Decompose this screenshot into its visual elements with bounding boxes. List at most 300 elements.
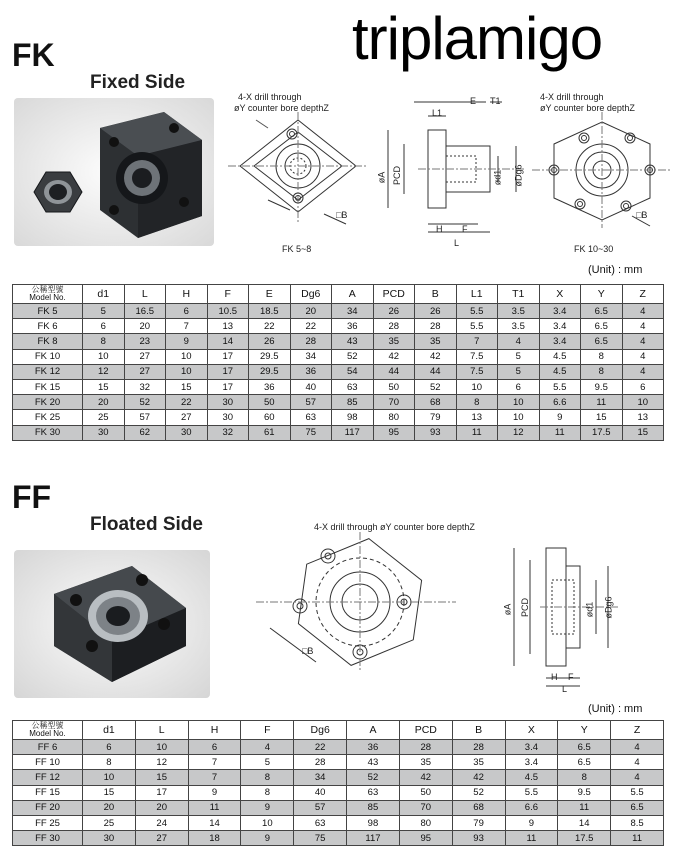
table-row bbox=[13, 410, 664, 425]
ff-dim-h: H bbox=[551, 672, 558, 682]
table-cell: 34 bbox=[294, 770, 347, 785]
table-cell: 12 bbox=[498, 425, 540, 440]
model-cell: FK 15 bbox=[13, 379, 83, 394]
table-cell: 15 bbox=[166, 379, 208, 394]
fk-left-note-line2: øY counter bore depthZ bbox=[234, 103, 329, 113]
table-cell: 7 bbox=[188, 770, 241, 785]
model-cell: FK 25 bbox=[13, 410, 83, 425]
table-cell: 23 bbox=[124, 334, 166, 349]
fk-header-a: A bbox=[332, 285, 374, 304]
table-row bbox=[13, 349, 664, 364]
table-cell: 79 bbox=[415, 410, 457, 425]
table-cell: 17.5 bbox=[558, 831, 611, 846]
ff-header-h: H bbox=[188, 721, 241, 740]
table-cell: 117 bbox=[347, 831, 400, 846]
table-cell: 4 bbox=[622, 349, 664, 364]
table-cell: 3.4 bbox=[505, 755, 558, 770]
table-cell: 63 bbox=[294, 815, 347, 830]
table-cell: 5 bbox=[83, 304, 125, 319]
table-row bbox=[13, 800, 664, 815]
table-cell: 20 bbox=[83, 395, 125, 410]
table-cell: 14 bbox=[207, 334, 249, 349]
table-cell: 10.5 bbox=[207, 304, 249, 319]
table-row bbox=[13, 395, 664, 410]
table-cell: 42 bbox=[373, 349, 415, 364]
table-cell: 11 bbox=[505, 831, 558, 846]
fk-dim-h: H bbox=[436, 224, 443, 234]
table-cell: 28 bbox=[373, 319, 415, 334]
ff-section-code: FF bbox=[12, 479, 52, 515]
fk-header-y: Y bbox=[581, 285, 623, 304]
table-cell: 5 bbox=[498, 364, 540, 379]
table-cell: 6.6 bbox=[539, 395, 581, 410]
table-cell: 9 bbox=[166, 334, 208, 349]
table-cell: 63 bbox=[290, 410, 332, 425]
table-cell: 20 bbox=[290, 304, 332, 319]
table-cell: 11 bbox=[611, 831, 664, 846]
ff-model-header-cn: 公稱型號 bbox=[31, 720, 64, 730]
table-cell: 3.4 bbox=[539, 304, 581, 319]
table-cell: 44 bbox=[373, 364, 415, 379]
fk-product-photo bbox=[14, 98, 214, 246]
fk-left-caption: FK 5~8 bbox=[282, 244, 312, 254]
table-cell: 3.4 bbox=[505, 740, 558, 755]
table-cell: 8 bbox=[241, 770, 294, 785]
table-cell: 8 bbox=[83, 334, 125, 349]
table-cell: 30 bbox=[207, 395, 249, 410]
table-cell: 5.5 bbox=[539, 379, 581, 394]
fk-dim-phi-dg6: øDg6 bbox=[513, 164, 524, 187]
model-cell: FF 20 bbox=[13, 800, 83, 815]
table-cell: 11 bbox=[558, 800, 611, 815]
ff-dim-f: F bbox=[568, 672, 574, 682]
ff-header-b: B bbox=[452, 721, 505, 740]
table-cell: 11 bbox=[188, 800, 241, 815]
table-cell: 50 bbox=[249, 395, 291, 410]
table-cell: 36 bbox=[249, 379, 291, 394]
model-cell: FF 6 bbox=[13, 740, 83, 755]
table-cell: 5.5 bbox=[456, 319, 498, 334]
table-cell: 44 bbox=[415, 364, 457, 379]
table-cell: 75 bbox=[294, 831, 347, 846]
fk-header-b: B bbox=[415, 285, 457, 304]
fk-dim-e: E bbox=[470, 96, 477, 106]
table-cell: 27 bbox=[124, 364, 166, 379]
fk-right-note-line2: øY counter bore depthZ bbox=[540, 103, 635, 113]
table-cell: 52 bbox=[452, 785, 505, 800]
table-cell: 85 bbox=[332, 395, 374, 410]
table-cell: 27 bbox=[135, 831, 188, 846]
table-cell: 117 bbox=[332, 425, 374, 440]
table-cell: 5.5 bbox=[505, 785, 558, 800]
table-cell: 40 bbox=[294, 785, 347, 800]
table-cell: 42 bbox=[415, 349, 457, 364]
fk-header-x: X bbox=[539, 285, 581, 304]
table-cell: 10 bbox=[166, 364, 208, 379]
table-cell: 17 bbox=[207, 364, 249, 379]
table-cell: 9 bbox=[188, 785, 241, 800]
table-cell: 9 bbox=[505, 815, 558, 830]
table-row bbox=[13, 755, 664, 770]
table-cell: 3.4 bbox=[539, 319, 581, 334]
table-cell: 20 bbox=[124, 319, 166, 334]
table-cell: 17 bbox=[207, 349, 249, 364]
model-cell: FF 10 bbox=[13, 755, 83, 770]
table-cell: 8 bbox=[456, 395, 498, 410]
ff-header-a: A bbox=[347, 721, 400, 740]
ff-dim-phi-dg6: øDg6 bbox=[603, 596, 614, 619]
table-cell: 4 bbox=[622, 319, 664, 334]
table-cell: 9.5 bbox=[558, 785, 611, 800]
table-row bbox=[13, 379, 664, 394]
table-cell: 6 bbox=[622, 379, 664, 394]
table-cell: 30 bbox=[207, 410, 249, 425]
ff-section-title: Floated Side bbox=[90, 514, 203, 535]
table-cell: 11 bbox=[539, 425, 581, 440]
table-cell: 26 bbox=[249, 334, 291, 349]
table-cell: 60 bbox=[249, 410, 291, 425]
table-cell: 6 bbox=[498, 379, 540, 394]
table-cell: 62 bbox=[124, 425, 166, 440]
table-cell: 25 bbox=[83, 815, 136, 830]
table-row bbox=[13, 425, 664, 440]
table-cell: 35 bbox=[415, 334, 457, 349]
fk-header-pcd: PCD bbox=[373, 285, 415, 304]
table-cell: 22 bbox=[294, 740, 347, 755]
table-cell: 20 bbox=[83, 800, 136, 815]
fk-spec-table bbox=[12, 284, 664, 441]
table-cell: 18 bbox=[188, 831, 241, 846]
ff-note: 4-X drill through øY counter bore depthZ bbox=[314, 522, 475, 532]
table-cell: 12 bbox=[135, 755, 188, 770]
table-cell: 10 bbox=[241, 815, 294, 830]
table-cell: 10 bbox=[498, 395, 540, 410]
ff-header-l: L bbox=[135, 721, 188, 740]
table-cell: 11 bbox=[456, 425, 498, 440]
table-cell: 17 bbox=[207, 379, 249, 394]
table-cell: 4 bbox=[241, 740, 294, 755]
table-cell: 28 bbox=[290, 334, 332, 349]
ff-model-header-en: Model No. bbox=[29, 729, 66, 738]
table-cell: 7 bbox=[456, 334, 498, 349]
table-cell: 52 bbox=[415, 379, 457, 394]
table-cell: 52 bbox=[347, 770, 400, 785]
model-cell: FK 6 bbox=[13, 319, 83, 334]
table-cell: 32 bbox=[207, 425, 249, 440]
table-cell: 15 bbox=[622, 425, 664, 440]
table-cell: 4 bbox=[611, 755, 664, 770]
table-cell: 10 bbox=[498, 410, 540, 425]
table-cell: 3.5 bbox=[498, 319, 540, 334]
table-cell: 14 bbox=[558, 815, 611, 830]
table-cell: 8 bbox=[581, 364, 623, 379]
table-cell: 52 bbox=[124, 395, 166, 410]
table-cell: 3.4 bbox=[539, 334, 581, 349]
table-cell: 8 bbox=[241, 785, 294, 800]
table-cell: 13 bbox=[622, 410, 664, 425]
table-cell: 4 bbox=[622, 364, 664, 379]
ff-header-y: Y bbox=[558, 721, 611, 740]
fk-section-title: Fixed Side bbox=[90, 72, 186, 93]
table-cell: 15 bbox=[135, 770, 188, 785]
fk-left-dim-b: □B bbox=[336, 210, 348, 220]
table-cell: 68 bbox=[452, 800, 505, 815]
fk-dim-pcd: PCD bbox=[392, 165, 403, 186]
table-cell: 57 bbox=[124, 410, 166, 425]
table-row bbox=[13, 364, 664, 379]
table-cell: 28 bbox=[415, 319, 457, 334]
ff-model-header bbox=[13, 721, 83, 740]
table-cell: 9 bbox=[241, 800, 294, 815]
fk-model-header bbox=[13, 285, 83, 304]
table-cell: 34 bbox=[290, 349, 332, 364]
table-cell: 70 bbox=[399, 800, 452, 815]
model-cell: FF 25 bbox=[13, 815, 83, 830]
table-cell: 98 bbox=[332, 410, 374, 425]
table-cell: 26 bbox=[373, 304, 415, 319]
table-cell: 42 bbox=[399, 770, 452, 785]
table-cell: 25 bbox=[83, 410, 125, 425]
model-cell: FK 20 bbox=[13, 395, 83, 410]
table-cell: 24 bbox=[135, 815, 188, 830]
table-cell: 6.5 bbox=[581, 334, 623, 349]
table-cell: 42 bbox=[452, 770, 505, 785]
table-cell: 63 bbox=[332, 379, 374, 394]
model-cell: FK 30 bbox=[13, 425, 83, 440]
table-cell: 98 bbox=[347, 815, 400, 830]
table-cell: 35 bbox=[399, 755, 452, 770]
table-cell: 8 bbox=[581, 349, 623, 364]
table-cell: 29.5 bbox=[249, 364, 291, 379]
table-cell: 6.5 bbox=[581, 319, 623, 334]
table-row bbox=[13, 815, 664, 830]
fk-header-l1: L1 bbox=[456, 285, 498, 304]
table-cell: 40 bbox=[290, 379, 332, 394]
table-cell: 26 bbox=[415, 304, 457, 319]
table-cell: 16.5 bbox=[124, 304, 166, 319]
fk-header-z: Z bbox=[622, 285, 664, 304]
table-row bbox=[13, 770, 664, 785]
table-cell: 13 bbox=[456, 410, 498, 425]
fk-header-e: E bbox=[249, 285, 291, 304]
table-cell: 63 bbox=[347, 785, 400, 800]
table-row bbox=[13, 304, 664, 319]
table-cell: 43 bbox=[347, 755, 400, 770]
ff-dim-phi-d1: ød1 bbox=[584, 601, 595, 618]
table-cell: 79 bbox=[452, 815, 505, 830]
table-cell: 85 bbox=[347, 800, 400, 815]
table-cell: 70 bbox=[373, 395, 415, 410]
fk-dim-l1: L1 bbox=[432, 108, 443, 118]
table-cell: 4.5 bbox=[539, 349, 581, 364]
table-cell: 80 bbox=[399, 815, 452, 830]
table-cell: 4 bbox=[611, 740, 664, 755]
ff-dim-b: □B bbox=[302, 646, 314, 656]
table-cell: 4.5 bbox=[505, 770, 558, 785]
model-cell: FK 8 bbox=[13, 334, 83, 349]
table-cell: 5.5 bbox=[611, 785, 664, 800]
table-row bbox=[13, 334, 664, 349]
table-cell: 5.5 bbox=[456, 304, 498, 319]
table-cell: 17 bbox=[135, 785, 188, 800]
table-cell: 6.5 bbox=[558, 740, 611, 755]
table-cell: 6.5 bbox=[611, 800, 664, 815]
table-cell: 7.5 bbox=[456, 349, 498, 364]
table-cell: 6 bbox=[166, 304, 208, 319]
table-cell: 18.5 bbox=[249, 304, 291, 319]
table-cell: 5 bbox=[241, 755, 294, 770]
table-cell: 28 bbox=[452, 740, 505, 755]
brand-watermark: triplamigo bbox=[352, 5, 603, 72]
table-cell: 14 bbox=[188, 815, 241, 830]
table-cell: 50 bbox=[399, 785, 452, 800]
table-cell: 8 bbox=[83, 755, 136, 770]
table-cell: 11 bbox=[581, 395, 623, 410]
table-cell: 32 bbox=[124, 379, 166, 394]
table-cell: 5 bbox=[498, 349, 540, 364]
table-cell: 95 bbox=[399, 831, 452, 846]
table-cell: 9 bbox=[241, 831, 294, 846]
model-cell: FK 10 bbox=[13, 349, 83, 364]
table-cell: 15 bbox=[581, 410, 623, 425]
table-cell: 15 bbox=[83, 785, 136, 800]
ff-header-f: F bbox=[241, 721, 294, 740]
fk-right-note-line1: 4-X drill through bbox=[540, 92, 604, 102]
table-row bbox=[13, 785, 664, 800]
table-cell: 22 bbox=[249, 319, 291, 334]
ff-dim-pcd: PCD bbox=[520, 597, 531, 618]
table-cell: 57 bbox=[294, 800, 347, 815]
fk-header-l: L bbox=[124, 285, 166, 304]
ff-header-d1: d1 bbox=[83, 721, 136, 740]
fk-header-d1: d1 bbox=[83, 285, 125, 304]
model-cell: FF 15 bbox=[13, 785, 83, 800]
fk-model-header-en: Model No. bbox=[29, 293, 66, 302]
table-cell: 4 bbox=[622, 304, 664, 319]
fk-header-dg6: Dg6 bbox=[290, 285, 332, 304]
table-cell: 52 bbox=[332, 349, 374, 364]
table-cell: 22 bbox=[166, 395, 208, 410]
table-cell: 54 bbox=[332, 364, 374, 379]
table-cell: 12 bbox=[83, 364, 125, 379]
table-cell: 93 bbox=[452, 831, 505, 846]
fk-left-note-line1: 4-X drill through bbox=[238, 92, 302, 102]
table-cell: 95 bbox=[373, 425, 415, 440]
ff-table-header-row bbox=[13, 721, 664, 740]
table-cell: 35 bbox=[452, 755, 505, 770]
table-cell: 10 bbox=[135, 740, 188, 755]
fk-drawing-fk10-30 bbox=[532, 112, 672, 240]
table-cell: 3.5 bbox=[498, 304, 540, 319]
fk-right-dim-b: □B bbox=[636, 210, 648, 220]
table-cell: 7.5 bbox=[456, 364, 498, 379]
table-cell: 8 bbox=[558, 770, 611, 785]
table-cell: 10 bbox=[83, 349, 125, 364]
model-cell: FF 12 bbox=[13, 770, 83, 785]
table-row bbox=[13, 831, 664, 846]
ff-dim-phi-a: øA bbox=[502, 603, 513, 616]
model-cell: FF 30 bbox=[13, 831, 83, 846]
fk-section-code: FK bbox=[12, 37, 55, 73]
table-cell: 10 bbox=[622, 395, 664, 410]
fk-dim-l: L bbox=[454, 238, 460, 248]
table-cell: 9.5 bbox=[581, 379, 623, 394]
table-cell: 50 bbox=[373, 379, 415, 394]
ff-header-pcd: PCD bbox=[399, 721, 452, 740]
table-cell: 61 bbox=[249, 425, 291, 440]
table-cell: 75 bbox=[290, 425, 332, 440]
table-cell: 7 bbox=[188, 755, 241, 770]
fk-dim-f: F bbox=[462, 224, 468, 234]
table-cell: 10 bbox=[166, 349, 208, 364]
table-cell: 28 bbox=[399, 740, 452, 755]
table-cell: 30 bbox=[83, 831, 136, 846]
table-row bbox=[13, 740, 664, 755]
table-cell: 6.5 bbox=[558, 755, 611, 770]
table-cell: 7 bbox=[166, 319, 208, 334]
table-cell: 6 bbox=[83, 740, 136, 755]
table-cell: 4.5 bbox=[539, 364, 581, 379]
fk-header-h: H bbox=[166, 285, 208, 304]
fk-unit-label: (Unit) : mm bbox=[588, 264, 643, 276]
table-cell: 10 bbox=[456, 379, 498, 394]
table-cell: 35 bbox=[373, 334, 415, 349]
table-cell: 30 bbox=[83, 425, 125, 440]
table-cell: 20 bbox=[135, 800, 188, 815]
table-cell: 4 bbox=[498, 334, 540, 349]
table-cell: 9 bbox=[539, 410, 581, 425]
table-cell: 68 bbox=[415, 395, 457, 410]
table-cell: 28 bbox=[294, 755, 347, 770]
ff-dim-l: L bbox=[562, 684, 568, 694]
ff-unit-label: (Unit) : mm bbox=[588, 703, 643, 715]
model-cell: FK 5 bbox=[13, 304, 83, 319]
fk-header-t1: T1 bbox=[498, 285, 540, 304]
table-cell: 15 bbox=[83, 379, 125, 394]
table-cell: 43 bbox=[332, 334, 374, 349]
table-cell: 17.5 bbox=[581, 425, 623, 440]
ff-front-view-drawing bbox=[256, 532, 456, 672]
table-cell: 10 bbox=[83, 770, 136, 785]
ff-header-x: X bbox=[505, 721, 558, 740]
table-cell: 8.5 bbox=[611, 815, 664, 830]
model-cell: FK 12 bbox=[13, 364, 83, 379]
table-cell: 34 bbox=[332, 304, 374, 319]
table-cell: 13 bbox=[207, 319, 249, 334]
table-cell: 36 bbox=[332, 319, 374, 334]
ff-header-z: Z bbox=[611, 721, 664, 740]
table-cell: 22 bbox=[290, 319, 332, 334]
ff-spec-table bbox=[12, 720, 664, 846]
fk-table-header-row bbox=[13, 285, 664, 304]
table-cell: 36 bbox=[290, 364, 332, 379]
fk-model-header-cn: 公稱型號 bbox=[31, 284, 64, 294]
fk-header-f: F bbox=[207, 285, 249, 304]
table-cell: 6 bbox=[83, 319, 125, 334]
table-cell: 29.5 bbox=[249, 349, 291, 364]
table-cell: 4 bbox=[611, 770, 664, 785]
table-cell: 4 bbox=[622, 334, 664, 349]
ff-product-photo bbox=[14, 550, 210, 698]
table-row bbox=[13, 319, 664, 334]
table-cell: 57 bbox=[290, 395, 332, 410]
table-cell: 93 bbox=[415, 425, 457, 440]
table-cell: 6 bbox=[188, 740, 241, 755]
fk-dim-t1: T1 bbox=[490, 96, 501, 106]
table-cell: 30 bbox=[166, 425, 208, 440]
table-cell: 6.6 bbox=[505, 800, 558, 815]
table-cell: 6.5 bbox=[581, 304, 623, 319]
